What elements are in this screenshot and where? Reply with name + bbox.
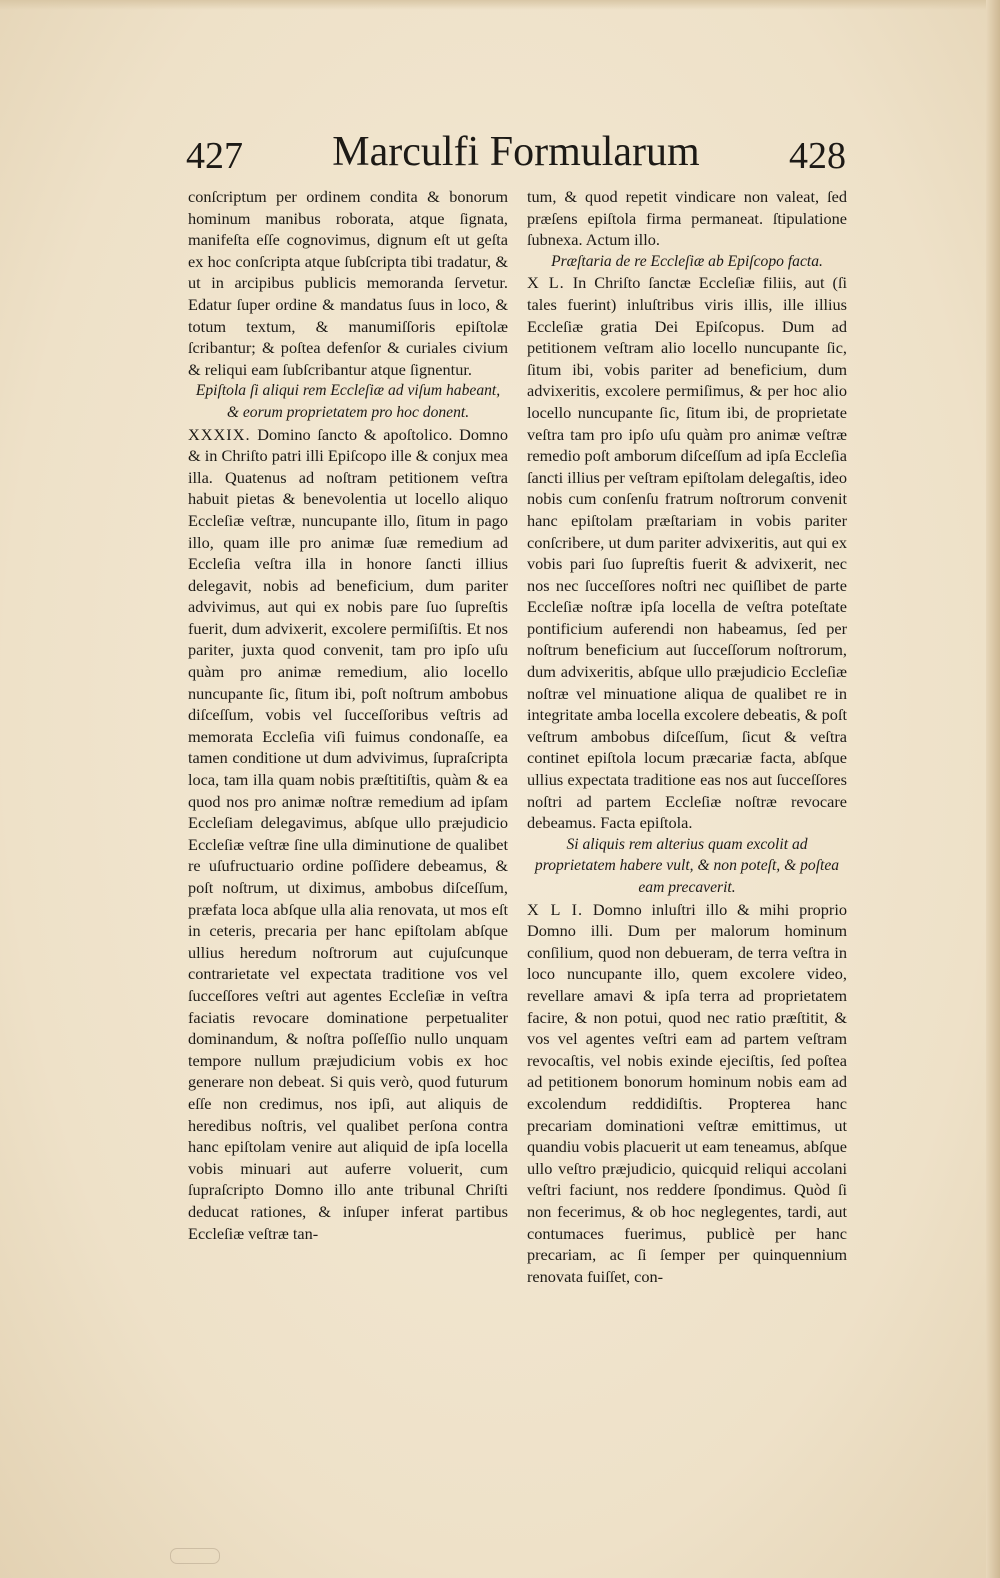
- formula-number-39: XXXIX.: [188, 424, 251, 444]
- formula-number-40: X L.: [527, 273, 565, 293]
- right-rubric-2: Si aliquis rem alterius quam excolit ad proprietatem habere vult, & non poteſt, & poſtea eam precaverit.: [534, 835, 840, 896]
- left-rubric: Epiſtola ſi aliqui rem Eccleſiæ ad viſum habeant, & eorum proprietatem pro hoc donent.: [195, 382, 501, 421]
- running-title: Marculfi Formularum: [332, 129, 700, 175]
- right-paragraph-1: tum, & quod repetit vindicare non valeat, ſed præſens epiſtola firma permaneat. ſtipulatione ſubnexa. Actum illo.: [527, 187, 847, 250]
- right-column: [527, 186, 847, 1287]
- page-number-left: 427: [186, 135, 243, 177]
- right-rubric-1: Præſtaria de re Eccleſiæ ab Epiſcopo facta.: [551, 252, 823, 270]
- formula-number-41: X L I.: [527, 899, 584, 919]
- left-paragraph-1: conſcriptum per ordinem condita & bonorum hominum manibus roborata, atque ſignata, manifeſta eſſe cognovimus, dignum eſt ut geſta ex hoc conſcripta atque ſubſcripta tibi tradatur, & ut in arcipibus publicis memoranda ſervetur. Edatur ſuper ordine & mandatus ſuus in loco, & totum textum, & manumiſſoris epiſtolæ ſcribantur; & poſtea defenſor & curiales civium & reliqui eam ſubſcribantur atque ſignentur.: [188, 187, 508, 379]
- page-header: [186, 128, 846, 184]
- page-number-right: 428: [789, 135, 846, 177]
- right-paragraph-3-text: Domno inluſtri illo & mihi proprio Domno illi. Dum per malorum hominum conſilium, quod non debueram, de terra veſtra in loco nuncupante illo, quem excolere video, revellare amavi & ipſa terra ad proprietatem facire, & non potui, quod nec ratio præſtitit, & vos vel agentes veſtri eam ad partem veſtram revocaſtis, vel nobis exinde ejeciſtis, ſed poſtea ad petitionem bonorum hominum nobis eam ad excolendum reddidiſtis. Propterea hanc precariam dominationi veſtræ emittimus, ut quandiu vobis placuerit ut eam teneamus, abſque ullo veſtro præjudicio, quicquid reliqui accolani veſtri faciunt, nos reddere ſpondimus. Quòd ſi non fecerimus, & ob hoc neglegentes, tardi, aut contumaces fuerimus, publicè per hanc precariam, ac ſi ſemper per quinquennium renovata fuiſſet, con-: [527, 899, 848, 1286]
- left-column: [188, 186, 508, 1244]
- page-top-edge: [0, 0, 1000, 10]
- page-right-edge: [986, 0, 1000, 1578]
- left-paragraph-2-text: Domino ſancto & apoſtolico. Domno & in Chriſto patri illi Epiſcopo ille & conjux mea illa. Quatenus ad noſtram petitionem veſtra habuit pietas & benevolentia ut locello aliquo Eccleſiæ veſtræ, nuncupante illo, ſitum in pago illo, quam ille pro animæ ſuæ remedium ad Eccleſia veſtra illa in honore ſancti illius delegavit, nobis ad beneficium, dum pariter advivimus, aut qui ex nobis pare ſuo ſupreſtis fuerit, dum advixerit, excolere permiſiſtis. Et nos pariter, juxta quod convenit, tam pro ipſo uſu quàm pro animæ remedium, alio locello nuncupante ſic, ſitum ibi, poſt noſtrum ambobus diſceſſum, vobis vel ſucceſſoribus veſtris ad memorata Eccleſia viſi fuimus condonaſſe, ea tamen conditione ut dum advivimus, ſupraſcripta loca, tam illa quam nobis præſtitiſtis, quàm & ea quod nos pro animæ noſtræ remedium ad ipſam Eccleſiam delegavimus, abſque ullo præjudicio Eccleſiæ veſtræ ſine ulla diminutione de qualibet re uſufructuario ordine poſſidere debeamus, & poſt noſtrum, ut diximus, ambobus diſceſſum, præfata loca abſque ulla alia renovata, ut mos eſt in ceteris, precaria per hanc epiſtolam abſque ullius heredum noſtrorum aut cujuſcunque contrarietate vel expectata traditione vos vel ſucceſſores veſtri aut agentes Eccleſiæ in veſtra faciatis revocare dominatione perpetualiter dominandum, & noſtra poſſeſſio nullo unquam tempore nullum præjudicium vobis ex hoc generare non debeat. Si quis verò, quod futurum eſſe non credimus, nos ipſi, aut aliquis de heredibus noſtris, vel qualibet perſona contra hanc epiſtolam venire aut aliquid de ipſa locella vobis minuari aut auferre voluerit, cum ſupraſcripto Domno illo ante tribunal Chriſti deducat rationes, & inſuper inferat partibus Eccleſiæ veſtræ tan-: [188, 424, 508, 1243]
- right-paragraph-3: [527, 899, 847, 1288]
- faint-library-stamp: [170, 1548, 220, 1564]
- right-paragraph-2: [527, 272, 847, 833]
- left-paragraph-2: [188, 424, 508, 1245]
- right-paragraph-2-text: In Chriſto ſanctæ Eccleſiæ filiis, aut (ſi tales fuerint) inluſtribus viris illis, ille illius Eccleſiæ gratia Dei Epiſcopus. Dum ad petitionem veſtram alio locello nuncupante ſic, ſitum ibi, vobis pariter ad beneficium, dum advixeritis, excolere permiſimus, & per hoc alio locello nuncupante ſic, ſitum ibi, de proprietate veſtra tam pro ipſo uſu quàm pro animæ veſtræ remedio poſt amborum diſceſſum ad ipſa Eccleſia ſancti illius per veſtram epiſtolam delegaſtis, ideo nobis cum conſenſu fratrum noſtrorum convenit hanc epiſtolam præſtariam in vobis pariter conſcribere, ut dum pariter advixeritis, aut qui ex vobis pari ſuo ſupreſtis fuerit & advixerit, nec nos nec ſucceſſores noſtri nec quiſlibet de parte Eccleſiæ noſtræ ipſa locella de veſtra poteſtate pontificium auferendi non habeamus, ſed per noſtrum beneficium aut ſucceſſorum noſtrorum, dum advixeritis, abſque ullo præjudicio Eccleſiæ noſtræ vel minuatione aliqua de qualibet re in integritate amba locella excolere debeatis, & poſt veſtrum ambobus diſceſſum, ſicut & veſtra continet epiſtola locum præcariæ facta, abſque ullius expectata traditione eas nos aut ſucceſſores noſtri ad partem Eccleſiæ noſtræ revocare debeamus. Facta epiſtola.: [527, 273, 847, 833]
